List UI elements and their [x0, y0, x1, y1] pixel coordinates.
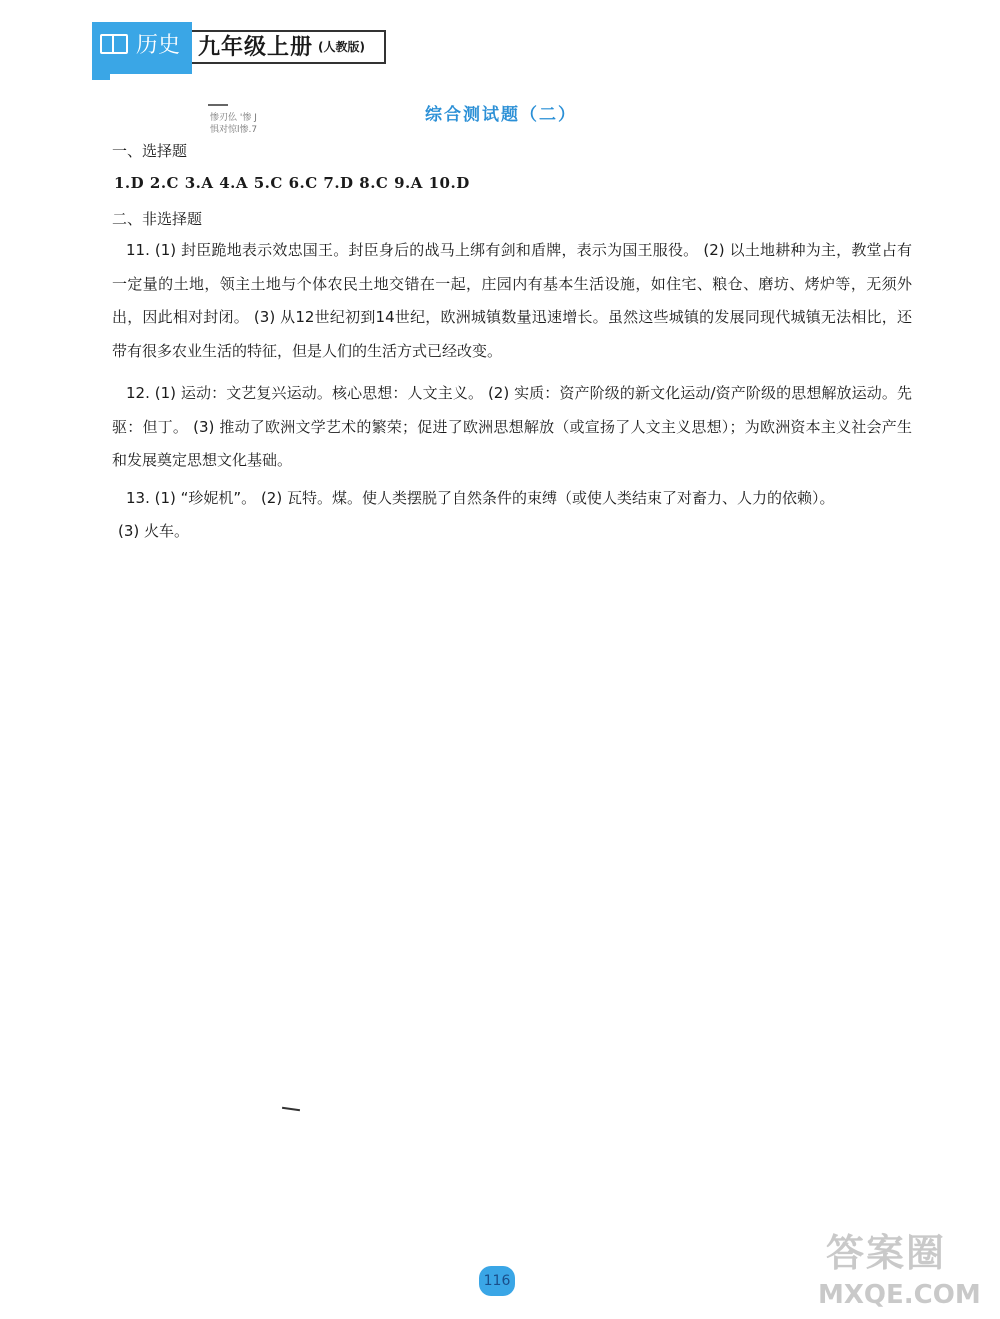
stray-pen-mark	[282, 1107, 300, 1111]
section-title: 综合测试题（二）	[425, 105, 577, 125]
grade-label: 九年级上册	[198, 35, 314, 60]
smudge-mark	[208, 104, 228, 106]
watermark-logo: 答案圈	[826, 1231, 947, 1275]
part1-heading: 一、选择题	[112, 142, 188, 160]
page-number: 116	[479, 1266, 515, 1296]
choice-answers: 1.D 2.C 3.A 4.A 5.C 6.C 7.D 8.C 9.A 10.D	[114, 174, 470, 192]
question-11-answer: 11. (1) 封臣跪地表示效忠国王。封臣身后的战马上绑有剑和盾牌，表示为国王服役。 (2) 以土地耕种为主，教堂占有一定量的土地，领主土地与个体农民土地交错在一起，庄园内有基本生活设施，如住宅、粮仓、磨坊、烤炉等，无须外出，因此相对封闭。 (3) 从12世纪初到14世纪，欧洲城镇数量迅速增长。虽然这些城镇的发展同现代城镇无法相比，还带有很多农业生活的特征，但是人们的生活方式已经改变。	[112, 241, 912, 360]
question-12-answer: 12. (1) 运动：文艺复兴运动。核心思想：人文主义。 (2) 实质：资产阶级的新文化运动/资产阶级的思想解放运动。先驱：但丁。 (3) 推动了欧洲文学艺术的繁荣；促进了欧洲思想解放（或宣扬了人文主义思想）；为欧洲资本主义社会产生和发展奠定思想文化基础。	[112, 384, 912, 469]
header-tab-tail	[92, 60, 110, 80]
smudge-line-1: 惨刃仫 '惨 J	[210, 113, 257, 123]
watermark-url: MXQE.COM	[818, 1280, 981, 1310]
book-icon	[100, 34, 128, 54]
smudge-text	[210, 112, 257, 136]
subject-label: 历史	[136, 33, 181, 58]
question-13-answer: 13. (1) “珍妮机”。 (2) 瓦特。煤。使人类摆脱了自然条件的束缚（或使人类结束了对畜力、人力的依赖）。	[126, 489, 835, 507]
part2-heading: 二、非选择题	[112, 210, 203, 228]
edition-label: (人教版)	[318, 40, 365, 54]
question-13-part3: (3) 火车。	[118, 522, 190, 540]
smudge-line-2: 惧对惊l惨.7	[210, 125, 258, 135]
